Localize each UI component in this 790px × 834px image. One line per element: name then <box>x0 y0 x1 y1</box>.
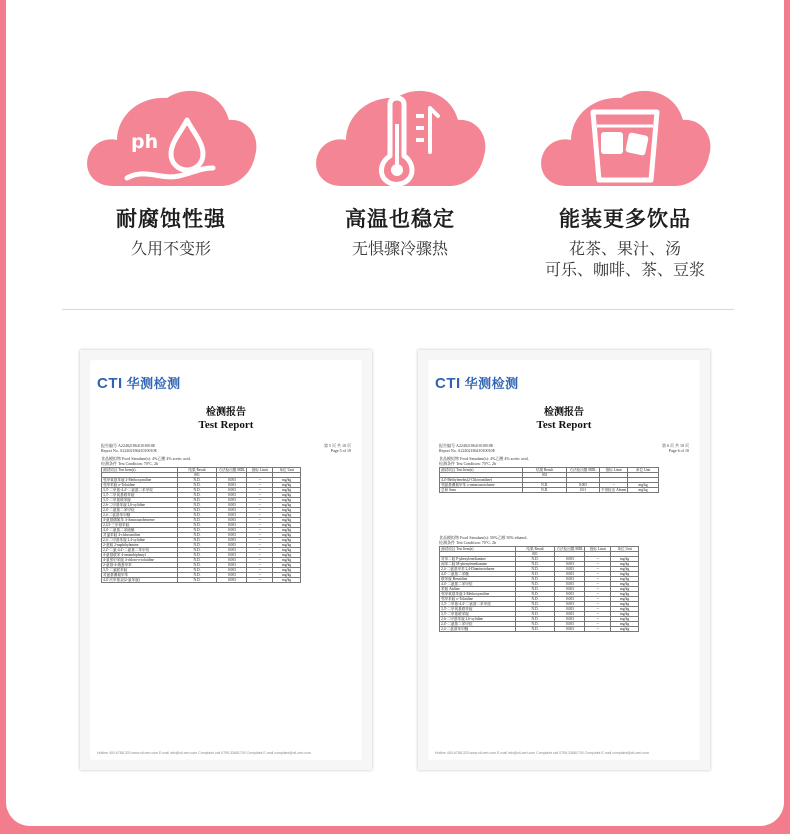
table-cell: 0.01 <box>567 488 600 493</box>
table-cell: mg/kg <box>273 513 301 518</box>
table-cell: 3,3'-二甲氧基联苯胺 <box>440 607 516 612</box>
table-cell: -- <box>247 528 273 533</box>
condition-line: 检测条件 Test Condition: 70°C, 2h <box>439 461 496 466</box>
table-cell: 2,4,5-三甲基苯胺 <box>102 523 178 528</box>
table-cell: 3,3'-二甲氧基联苯胺 <box>102 493 178 498</box>
table-cell: N.D. <box>177 528 217 533</box>
table-cell: 0.003 <box>555 627 585 632</box>
main-card <box>6 0 784 826</box>
table-cell: 0.003 <box>217 568 247 573</box>
table-cell: N.D. <box>177 578 217 583</box>
table-cell: -- <box>585 612 611 617</box>
table-cell: mg/kg <box>273 578 301 583</box>
table-cell: mg/kg <box>273 503 301 508</box>
table-cell: -- <box>247 578 273 583</box>
table-cell: -- <box>585 577 611 582</box>
cti-logo <box>97 373 181 392</box>
table-cell: -- <box>247 503 273 508</box>
table-cell: mg/kg <box>273 493 301 498</box>
table-row <box>440 627 639 632</box>
table-cell: N.D. <box>177 478 217 483</box>
report-number <box>101 443 157 453</box>
table-cell: 2,4-二氨基苯甲醚 <box>102 513 178 518</box>
table-cell: N.D. <box>515 622 555 627</box>
table-cell: 0.003 <box>567 483 600 488</box>
table-cell: 0.003 <box>217 543 247 548</box>
results-table-2 <box>439 546 639 632</box>
table-cell: 总和 Sum <box>440 488 523 493</box>
condition-line: 食品模拟物 Food Simulant(s): 50%乙醇 50% ethanol, <box>439 535 528 540</box>
table-cell: 对氯苯胺 4-chloroaniline <box>102 533 178 538</box>
report-number <box>439 443 495 453</box>
table-cell: 0.003 <box>217 478 247 483</box>
table-cell: mg/kg <box>611 597 639 602</box>
table-cell: -- <box>585 617 611 622</box>
table-cell: -- <box>247 513 273 518</box>
table-cell: 0.003 <box>555 607 585 612</box>
table-cell: N.D. <box>177 543 217 548</box>
table-cell: -- <box>247 483 273 488</box>
table-cell: 2,6-二甲基苯胺 2,6-xylidine <box>440 617 516 622</box>
table-cell: mg/kg <box>611 572 639 577</box>
table-cell: 001 <box>523 473 567 478</box>
table-cell: 邻甲苯胺 o-Toluidine <box>440 597 516 602</box>
ph-label: ph <box>131 131 159 153</box>
report-title-en: Test Report <box>536 419 592 431</box>
section-divider <box>62 309 734 310</box>
table-cell: mg/kg <box>273 538 301 543</box>
table-cell: 3,3'-二甲基-4,4'-二氨基二苯甲烷 <box>102 488 178 493</box>
table-cell: N.D. <box>515 607 555 612</box>
table-cell: N.D. <box>177 498 217 503</box>
table-header-cell: 单位 Unit <box>611 547 639 552</box>
table-cell: -- <box>247 478 273 483</box>
table-cell: 邻氨基偶氮甲苯 o-aminoazotoluene <box>440 483 523 488</box>
table-cell: N.D. <box>177 488 217 493</box>
table-cell: N.D. <box>515 572 555 577</box>
table-cell: 3,3'-二甲基联苯胺 <box>440 612 516 617</box>
table-cell: 0.003 <box>217 558 247 563</box>
table-cell: mg/kg <box>611 607 639 612</box>
report-title-cn: 检测报告 <box>544 407 584 418</box>
table-cell: 4,4'-二氨基二苯硫醚 <box>102 528 178 533</box>
table-cell: 0.003 <box>555 567 585 572</box>
table-cell: 0.003 <box>217 508 247 513</box>
page-cn: 第 6 页 共 10 页 <box>662 443 689 448</box>
table-header-cell: 方法检出限 MDL <box>567 468 600 473</box>
table-cell: mg/kg <box>273 533 301 538</box>
table-cell: -- <box>585 572 611 577</box>
logo-text: CTI <box>435 375 461 392</box>
table-cell: N.D. <box>515 577 555 582</box>
table-cell: N.D. <box>177 508 217 513</box>
table-cell: 3,3'-二甲基联苯胺 <box>102 498 178 503</box>
table-cell: mg/kg <box>273 563 301 568</box>
table-cell: -- <box>585 587 611 592</box>
table-cell: mg/kg <box>273 488 301 493</box>
table-cell: 0.003 <box>555 562 585 567</box>
feature-subtitle-line: 无惧骤冷骤热 <box>351 239 448 258</box>
table-cell: -- <box>247 538 273 543</box>
table-cell: 不得检出 Absent <box>600 488 627 492</box>
feature-title: 能装更多饮品 <box>559 207 691 231</box>
table-cell: 0.003 <box>217 498 247 503</box>
table-cell: 2,6-二甲基苯胺 2,6-xylidine <box>102 503 178 508</box>
table-header-cell: 单位 Unit <box>628 468 659 473</box>
table-row <box>440 488 659 493</box>
table-cell: 邻甲氧基苯胺 2-Methoxyaniline <box>102 478 178 483</box>
table-cell: mg/kg <box>611 577 639 582</box>
table-cell: -- <box>247 573 273 578</box>
table-cell: -- <box>585 557 611 562</box>
table-cell: 苯胺 Aniline <box>440 587 516 592</box>
table-header-cell: 测试项目 Test Item(s) <box>440 468 523 473</box>
table-cell: 0.003 <box>555 577 585 582</box>
table-cell: N.D. <box>515 617 555 622</box>
table-cell: mg/kg <box>611 617 639 622</box>
table-cell: 2,4-二氨基甲苯 2,4-Diaminotoluene <box>440 567 516 572</box>
table-cell: 3,3'-二氯联苯胺 <box>102 568 178 573</box>
table-cell: N.D. <box>177 558 217 563</box>
table-cell: mg/kg <box>611 582 639 587</box>
table-cell: mg/kg <box>611 627 639 632</box>
table-cell: N.D. <box>177 503 217 508</box>
table-cell: mg/kg <box>273 528 301 533</box>
table-cell: 0.003 <box>217 533 247 538</box>
table-cell: -- <box>599 483 627 488</box>
table-cell: 0.003 <box>555 602 585 607</box>
table-cell: N.D. <box>515 557 555 562</box>
table-cell: 0.003 <box>555 592 585 597</box>
table-cell: 4,4'-Methylenebis(2-Chloroaniline) <box>440 478 523 483</box>
table-cell: 4,4'-二氨基二苯醚 <box>440 572 516 577</box>
table-cell: N.D. <box>515 597 555 602</box>
table-cell: N.D. <box>177 573 217 578</box>
table-cell: N.D. <box>177 493 217 498</box>
page-number <box>662 443 689 453</box>
table-header-cell: 方法检出限 MDL <box>218 468 246 472</box>
table-cell: mg/kg <box>273 498 301 503</box>
table-cell: 2,4'-二氨基二苯甲烷 <box>440 622 516 627</box>
results-table <box>101 467 301 583</box>
logo-text: CTI <box>97 375 123 392</box>
table-cell: mg/kg <box>273 573 301 578</box>
table-cell: 0.003 <box>217 573 247 578</box>
table-header-cell: 结果 Result <box>177 468 217 473</box>
table-cell: 2,4-二氨基苯甲醚 <box>440 627 516 632</box>
test-report-page-1 <box>80 350 372 770</box>
table-cell: -- <box>585 622 611 627</box>
page-number <box>324 443 351 453</box>
table-cell: -- <box>585 592 611 597</box>
table-cell: N.D. <box>515 562 555 567</box>
table-cell: 0.003 <box>217 513 247 518</box>
table-cell: 0.003 <box>217 503 247 508</box>
table-cell: 0.003 <box>217 518 247 523</box>
table-cell: -- <box>247 543 273 548</box>
report-no-en: Report No. A2240218641010010E <box>439 448 495 453</box>
table-cell: 4-氨基偶氮苯 4-Aminoazobenzene <box>102 518 178 523</box>
table-cell: 0.003 <box>217 578 247 583</box>
table-cell: 邻甲氧基苯胺 2-Methoxyaniline <box>440 592 516 597</box>
table-cell: 0.003 <box>217 488 247 493</box>
table-cell: mg/kg <box>273 478 301 483</box>
table-cell: N.D. <box>515 567 555 572</box>
table-header-cell: 方法检出限 MDL <box>556 547 584 551</box>
table-cell: mg/kg <box>273 553 301 558</box>
table-cell: mg/kg <box>273 483 301 488</box>
feature-subtitle-line: 可乐、咖啡、茶、豆浆 <box>544 260 705 279</box>
table-cell: mg/kg <box>273 518 301 523</box>
table-cell: 对氨基偶氮甲苯 <box>102 573 178 578</box>
table-cell: -- <box>585 607 611 612</box>
feature-title: 耐腐蚀性强 <box>116 207 226 231</box>
table-cell: mg/kg <box>273 543 301 548</box>
feature-drinks <box>520 82 730 280</box>
feature-subtitle-line: 花茶、果汁、汤 <box>568 239 681 258</box>
table-cell: -- <box>585 602 611 607</box>
table-cell: mg/kg <box>611 622 639 627</box>
page-en: Page 5 of 10 <box>330 448 351 453</box>
table-cell: mg/kg <box>273 558 301 563</box>
table-cell: 4,4'-二氨基二苯甲烷 <box>440 582 516 587</box>
report-title-en: Test Report <box>198 419 254 431</box>
table-cell: -- <box>585 567 611 572</box>
table-cell: N.D. <box>515 592 555 597</box>
feature-title: 高温也稳定 <box>345 207 455 231</box>
table-cell: -- <box>247 548 273 553</box>
table-row <box>102 578 301 583</box>
table-cell: -- <box>247 533 273 538</box>
table-cell: N.D. <box>177 533 217 538</box>
logo-cn: 华测检测 <box>464 377 519 392</box>
condition-line: 检测条件 Test Condition: 70°C, 2h <box>439 540 496 545</box>
table-cell: -- <box>247 493 273 498</box>
table-cell: N.D. <box>515 627 555 632</box>
ph-drop-icon <box>83 82 259 188</box>
table-cell: 0.003 <box>217 523 247 528</box>
table-cell: 3,3'-二甲基-4,4'-二氨基二苯甲烷 <box>440 602 516 607</box>
table-header-cell: 测试项目 Test Item(s) <box>102 468 178 473</box>
table-cell: 0.003 <box>555 612 585 617</box>
table-cell: 4,4'-次甲基双(2-氯苯胺) <box>102 578 178 583</box>
table-cell: 2-萘胺 2-naphthylamine <box>102 543 178 548</box>
table-cell: 0.003 <box>555 597 585 602</box>
table-cell: -- <box>247 523 273 528</box>
table-cell: 0.003 <box>555 617 585 622</box>
table-cell: 0.003 <box>217 493 247 498</box>
table-header-cell: 结果 Result <box>515 547 555 552</box>
table-cell: -- <box>247 508 273 513</box>
table-cell: N.D. <box>515 582 555 587</box>
table-cell: 联苯胺 Benzidine <box>440 577 516 582</box>
table-cell: mg/kg <box>611 587 639 592</box>
table-cell: 0.003 <box>217 553 247 558</box>
table-cell: mg/kg <box>611 557 639 562</box>
feature-heat <box>295 82 505 259</box>
table-cell: mg/kg <box>273 523 301 528</box>
table-cell: 0.003 <box>217 538 247 543</box>
table-cell: 0.003 <box>217 563 247 568</box>
table-cell: -- <box>247 558 273 563</box>
table-cell: 间苯二胺 M-phenylenediamine <box>440 562 516 567</box>
report-no-cn: 报告编号 A2240218641010010E <box>439 443 494 448</box>
table-header-cell: 指标 Limit <box>599 468 627 473</box>
table-cell: 0.003 <box>555 622 585 627</box>
table-cell: 0.003 <box>217 528 247 533</box>
cti-logo <box>435 373 519 392</box>
table-cell: -- <box>585 627 611 632</box>
page-cn: 第 5 页 共 10 页 <box>324 443 351 448</box>
table-cell: N.D. <box>177 538 217 543</box>
report-no-en: Report No. A2240218641010010E <box>101 448 157 453</box>
table-cell: 0.003 <box>555 587 585 592</box>
test-report-page-2 <box>418 350 710 770</box>
table-header-cell: 单位 Unit <box>273 468 301 473</box>
table-cell: 0.003 <box>217 483 247 488</box>
results-table <box>439 467 659 493</box>
table-cell: -- <box>247 518 273 523</box>
table-header-cell: 指标 Limit <box>585 547 611 552</box>
table-cell: mg/kg <box>628 488 659 493</box>
table-cell: 0.003 <box>555 572 585 577</box>
table-cell: N.D. <box>515 602 555 607</box>
table-cell: -- <box>585 582 611 587</box>
table-cell: 0.003 <box>217 548 247 553</box>
logo-cn: 华测检测 <box>126 377 181 392</box>
table-cell: 4-氨基联苯 4-aminobiphenyl <box>102 553 178 558</box>
table-cell: mg/kg <box>611 592 639 597</box>
thermometer-icon <box>312 82 488 188</box>
feature-subtitle-line: 久用不变形 <box>130 239 211 258</box>
table-cell: N.D. <box>177 563 217 568</box>
table-cell: 4-氯邻甲苯胺 4-chloro-o-toluidine <box>102 558 178 563</box>
table-cell: -- <box>247 553 273 558</box>
report-title-cn: 检测报告 <box>206 407 246 418</box>
table-cell: N.D. <box>523 488 567 493</box>
table-cell: 2,4-二甲基苯胺 2,4-xylidine <box>102 538 178 543</box>
table-cell: mg/kg <box>273 508 301 513</box>
table-cell: 0.003 <box>555 582 585 587</box>
table-header-cell: 指标 Limit <box>247 468 273 473</box>
table-cell: 对苯二胺 P-phenylenediamine <box>440 557 516 562</box>
test-condition <box>439 456 529 466</box>
table-cell: N.D. <box>515 612 555 617</box>
condition-line: 食品模拟物 Food Simulant(s): 4%乙酸 4% acetic acid, <box>101 456 191 461</box>
report-footer: Hotline 400-6788-333 www.cti-cert.com E-mail info@cti-cert.com Complaint call 0755-33681700 Complaint E-mail complaint@cti-cert.com <box>435 751 649 755</box>
table-cell: 001 <box>515 552 555 557</box>
table-cell: 2,4'-二氨基二苯甲烷 <box>102 508 178 513</box>
table-cell: mg/kg <box>611 567 639 572</box>
table-cell: mg/kg <box>611 612 639 617</box>
table-cell: mg/kg <box>611 562 639 567</box>
table-cell: -- <box>585 562 611 567</box>
table-cell: N.D. <box>177 513 217 518</box>
table-cell: -- <box>247 568 273 573</box>
table-cell: N.D. <box>523 483 567 488</box>
table-cell: N.D. <box>515 587 555 592</box>
test-condition-2 <box>439 535 527 545</box>
table-header-cell: 结果 Result <box>523 468 567 473</box>
table-cell: mg/kg <box>628 483 659 488</box>
table-cell: N.D. <box>177 518 217 523</box>
table-cell: 0.003 <box>555 557 585 562</box>
table-cell: N.D. <box>177 523 217 528</box>
condition-line: 食品模拟物 Food Simulant(s): 4%乙酸 4% acetic acid, <box>439 456 529 461</box>
feature-corrosion <box>66 82 276 259</box>
table-cell: N.D. <box>177 568 217 573</box>
table-cell: 邻甲苯胺 o-Toluidine <box>102 483 178 488</box>
report-footer: Hotline 400-6788-333 www.cti-cert.com E-mail info@cti-cert.com Complaint call 0755-33681700 Complaint E-mail complaint@cti-cert.com <box>97 751 311 755</box>
table-cell: N.D. <box>177 553 217 558</box>
table-cell: -- <box>247 563 273 568</box>
test-condition <box>101 456 191 466</box>
page-en: Page 6 of 10 <box>668 448 689 453</box>
report-no-cn: 报告编号 A2240218641010010E <box>101 443 156 448</box>
ice-glass-icon <box>537 82 713 188</box>
table-cell: mg/kg <box>611 602 639 607</box>
table-cell: mg/kg <box>273 548 301 553</box>
table-cell: 2-氨基-4-硝基甲苯 <box>102 563 178 568</box>
table-cell: -- <box>585 597 611 602</box>
table-cell: N.D. <box>177 483 217 488</box>
table-cell: -- <box>247 498 273 503</box>
table-header-cell: 测试项目 Test Item(s) <box>440 547 516 552</box>
table-cell: 001 <box>177 473 217 478</box>
table-cell: mg/kg <box>273 568 301 573</box>
table-cell: 2,2'-二氯-4,4'-二氨基二苯甲烷 <box>102 548 178 553</box>
table-cell: N.D. <box>177 548 217 553</box>
table-cell: -- <box>247 488 273 493</box>
condition-line: 检测条件 Test Condition: 70°C, 2h <box>101 461 158 466</box>
